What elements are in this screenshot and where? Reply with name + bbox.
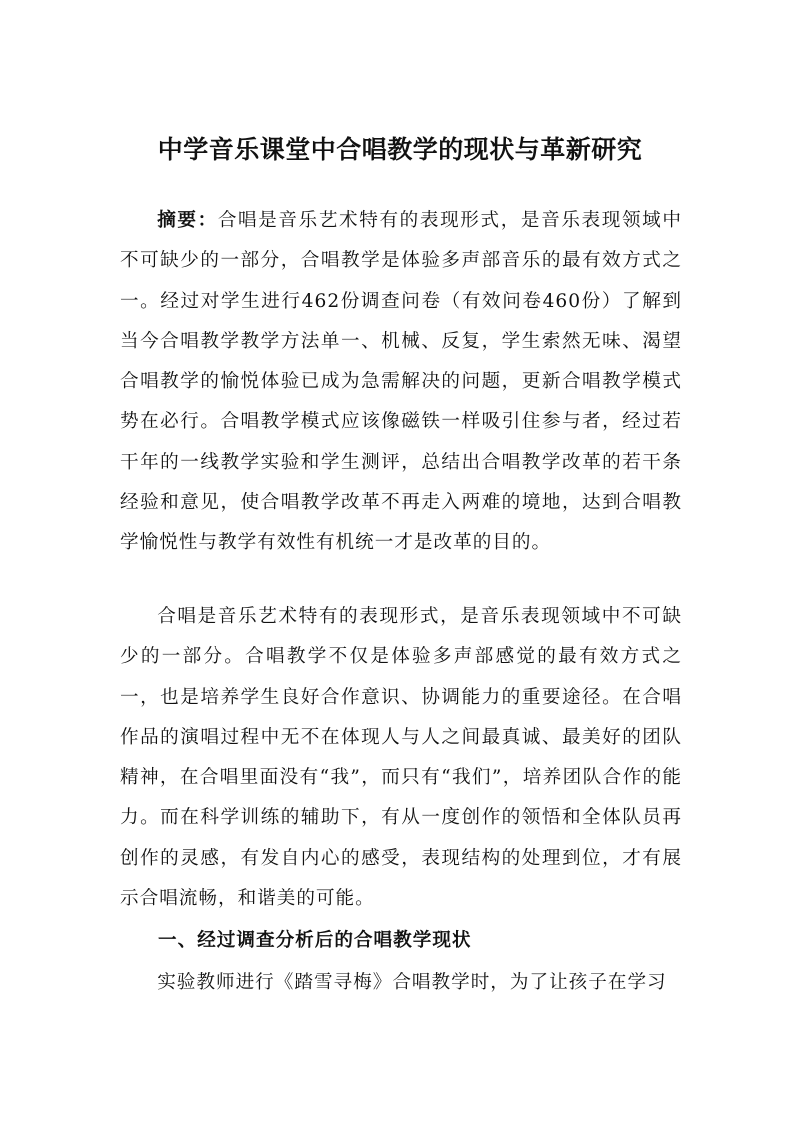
section-paragraph: 实验教师进行《踏雪寻梅》合唱教学时，为了让孩子在学习 bbox=[157, 972, 667, 993]
intro-paragraph: 合唱是音乐艺术特有的表现形式，是音乐表现领域中不可缺少的一部分。合唱教学不仅是体验多声部感觉的最有效方式之一，也是培养学生良好合作意识、协调能力的重要途径。在合唱作品的演唱过程中无不在体现人与人之间最真诚、最美好的团队精神，在合唱里面没有“我”，而只有“我们”，培养团队合作的能力。而在科学训练的辅助下，有从一度创作的领悟和全体队员再创作的灵感，有发自内心的感受，表现结构的处理到位，才有展示合唱流畅，和谐美的可能。 bbox=[120, 606, 682, 910]
section-heading: 一、经过调查分析后的合唱教学现状 bbox=[158, 930, 472, 951]
abstract-label: 摘要： bbox=[157, 210, 218, 231]
abstract-text: 合唱是音乐艺术特有的表现形式，是音乐表现领域中不可缺少的一部分，合唱教学是体验多声部音乐的最有效方式之一。经过对学生进行462份调查问卷（有效问卷460份）了解到当今合唱教学教学方法单一、机械、反复，学生索然无味、渴望合唱教学的愉悦体验已成为急需解决的问题，更新合唱教学模式势在必行。合唱教学模式应该像磁铁一样吸引住参与者，经过若干年的一线教学实验和学生测评，总结出合唱教学改革的若干条经验和意见，使合唱教学改革不再走入两难的境地，达到合唱教学愉悦性与教学有效性有机统一才是改革的目的。 bbox=[120, 210, 682, 554]
abstract-paragraph bbox=[120, 201, 682, 564]
document-title: 中学音乐课堂中合唱教学的现状与革新研究 bbox=[157, 135, 643, 164]
